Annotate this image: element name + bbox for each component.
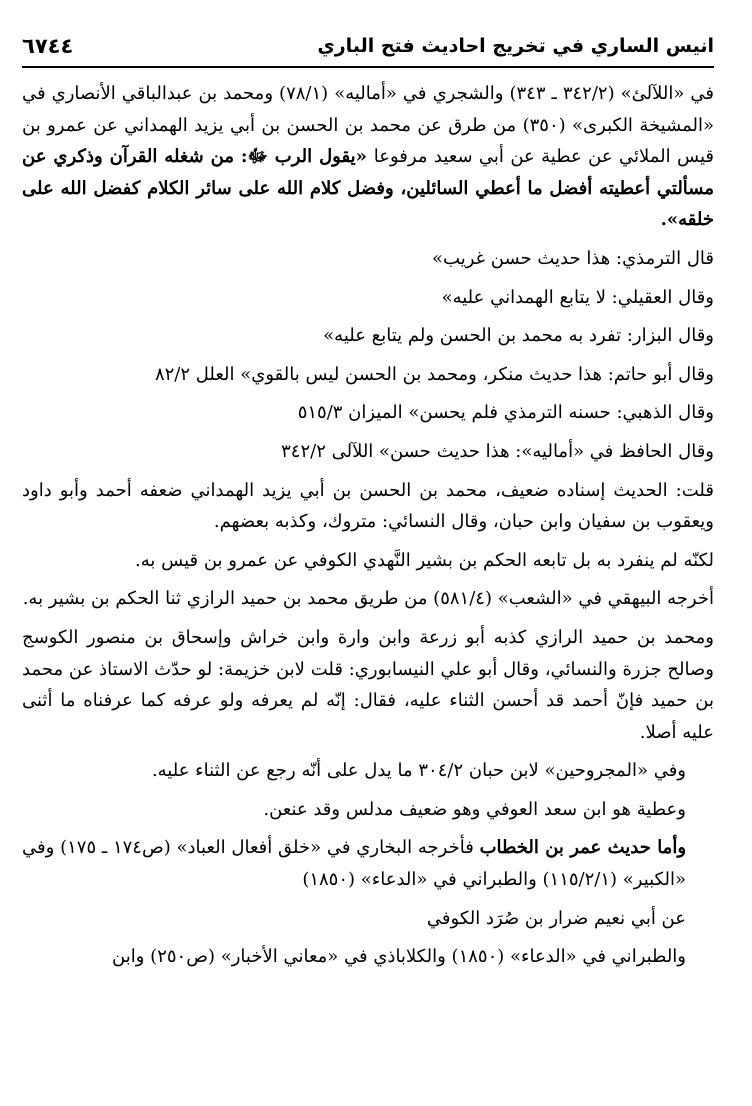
paragraph-bayhaqi: أخرجه البيهقي في «الشعب» (٥٨١/٤) من طريق محمد بن حميد الرازي ثنا الحكم بن بشير به. [22,588,714,610]
paragraph-umar-hadith [22,832,714,895]
umar-hadith-sources: فأخرجه البخاري في «خلق أفعال العباد» (ص١٧٤ ـ ١٧٥) وفي «الكبير» (١١٥/٢/١) والطبراني في «الدعاء» (١٨٥٠) [22,837,686,891]
quote-bazzar: وقال البزار: تفرد به محمد بن الحسن ولم يتابع عليه» [323,325,714,347]
paragraph-mutaba: لكنّه لم ينفرد به بل تابعه الحكم بن بشير النَّهدي الكوفي عن عمرو بن قيس به. [135,549,714,571]
running-header [22,26,714,66]
quote-uqayli: وقال العقيلي: لا يتابع الهمداني عليه» [441,286,714,308]
paragraph-hadith-sources [22,78,714,236]
quote-abu-hatim: وقال أبو حاتم: هذا حديث منكر، ومحمد بن الحسن ليس بالقوي» العلل ٨٢/٢ [154,363,714,385]
quote-hafiz: وقال الحافظ في «أماليه»: هذا حديث حسن» اللآلى ٣٤٢/٢ [281,440,714,462]
page-body [22,78,714,973]
quote-tirmidhi: قال الترمذي: هذا حديث حسن غريب» [432,247,714,269]
quote-dhahabi: وقال الذهبي: حسنه الترمذي فلم يحسن» الميزان ٥١٥/٣ [297,402,714,424]
hadith-chain-text: في «اللآلئ» (٣٤٢/٢ ـ ٣٤٣) والشجري في «أماليه» (٧٨/١) ومحمد بن عبدالباقي الأنصاري في «المشيخة الكبرى» (٣٥٠) من طرق عن محمد بن الحسن بن أبي يزيد الهمداني عن عمرو بن قيس الملائي عن عطية عن أبي سعيد مرفوعا [22,83,715,168]
running-title: انيس الساري في تخريج احاديث فتح الباري [317,35,714,57]
paragraph-isnad-weak: قلت: الحديث إسناده ضعيف، محمد بن الحسن بن أبي يزيد الهمداني ضعفه أحمد وأبو داود ويعقوب بن سفيان وابن حبان، وقال النسائي: متروك، وكذبه بعضهم. [22,479,714,533]
paragraph-atiyya: وعطية هو ابن سعد العوفي وهو ضعيف مدلس وقد عنعن. [263,798,686,820]
page-number: ٦٧٤٤ [22,34,74,58]
header-divider [22,66,714,68]
paragraph-abu-nuaim: عن أبي نعيم ضرار بن صُرَد الكوفي [426,907,686,929]
paragraph-ibn-humaid: ومحمد بن حميد الرازي كذبه أبو زرعة وابن وارة وابن خراش وإسحاق بن منصور الكوسج وصالح جزرة والنسائي، وقال أبو علي النيسابوري: قلت لابن خزيمة: لو حدّث الاستاذ عن محمد بن حميد فإنّ أحمد قد أحسن الثناء عليه، فقال: إنّه لم يعرفه ولو عرفه كما عرفناه ما أثنى عليه أصلا. [22,626,714,743]
umar-hadith-heading: وأما حديث عمر بن الخطاب [479,837,687,859]
paragraph-majruhin: وفي «المجروحين» لابن حبان ٣٠٤/٢ ما يدل على أنّه رجع عن الثناء عليه. [151,760,686,782]
hadith-text: «يقول الرب ﷻ: من شغله القرآن وذكري عن مسألتي أعطيته أفضل ما أعطي السائلين، وفضل كلام الله على سائر الكلام كفضل الله على خلقه». [22,146,714,231]
paragraph-tabarani: والطبراني في «الدعاء» (١٨٥٠) والكلاباذي في «معاني الأخبار» (ص٢٥٠) وابن [112,946,686,968]
